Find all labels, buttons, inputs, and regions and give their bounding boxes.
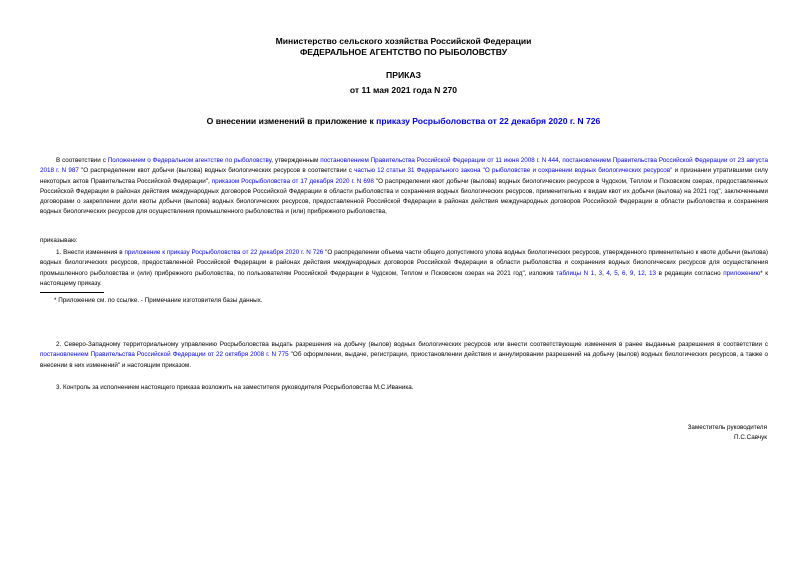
item1-text-10: в редакции согласно: [656, 269, 724, 277]
ministry-title: Министерство сельского хозяйства Российской Федерации: [275, 36, 532, 46]
document-type: ПРИКАЗ: [386, 70, 421, 80]
preamble-text-4: "О распределении квот добычи (вылова) водных биологических ресурсов в соответствии с: [78, 167, 355, 175]
item1-text-1: 1. Внести изменения в: [56, 249, 125, 256]
item2-text-1: 2. Северо-Западному территориальному управлению Росрыболовства выдать разрешения на добычу (вылов) водных биологических ресурсов или внести соответствующие изменения в ранее выданные разрешения в соответствии с: [56, 341, 768, 348]
preamble-text-1: В соответствии с: [56, 157, 108, 164]
item1-link-annex[interactable]: приложению: [723, 269, 761, 277]
item1-text-2: "О распределении объема части общего допустимого улова водных биологических ресурсов, утвержденного применительно к квоте добычи (вылова) водных биологических ресурсов, предоставленной Российской Федерации в районах действия международных договоров Российской Федерации в области рыболовства и сохранения водных биологических ресурсов для осуществления промышленного рыболовства и (или) прибрежного рыболовства, по пользователям Российской Федерации в Чудском, Теплом и Псковском озерах на 2021 год", изложив: [40, 249, 769, 277]
item1-link-table-5[interactable]: 5: [614, 269, 618, 277]
item1-text-4: ,: [602, 269, 607, 277]
item1-text-6: ,: [617, 269, 623, 277]
item1-text-8: ,: [633, 269, 638, 277]
item2-text-2: "Об оформлении, выдаче, регистрации, приостановлении действия и аннулировании разрешений на добычу (вылов) водных биологических ресурсов, а также о внесении в них изменений" и настоящим приказом.: [40, 351, 768, 369]
item1-link-table-1[interactable]: таблицы N 1: [556, 269, 595, 277]
item1-link-table-3[interactable]: 3: [598, 269, 603, 277]
preamble-link-order-698[interactable]: приказом Росрыболовства от 17 декабря 2020 г. N 698: [211, 177, 374, 185]
preamble-text-5: и признании утратившими силу некоторых актов Правительства Российской Федерации",: [40, 167, 768, 185]
preamble-link-decree-987[interactable]: постановлением Правительства Российской Федерации от 23 августа 2018 г. N 987: [40, 157, 768, 175]
preamble-link-regulation[interactable]: Положением о Федеральном агентстве по рыболовству: [107, 157, 272, 164]
order-word: приказываю:: [40, 237, 78, 244]
item1-link-table-12[interactable]: 12: [637, 269, 645, 277]
preamble-paragraph: [40, 156, 768, 218]
preamble-text-3: ,: [558, 157, 563, 164]
footnote: * Приложение см. по ссылке. - Примечание изготовителя базы данных.: [54, 297, 263, 304]
preamble-link-law[interactable]: частью 12 статьи 31 Федерального закона "О рыболовстве и сохранении водных биологических ресурсов": [354, 167, 673, 175]
document-date-number: от 11 мая 2021 года N 270: [349, 85, 458, 95]
item1-link-table-9[interactable]: 9: [629, 269, 634, 277]
preamble-text-6: "О распределении квот добычи (вылова) водных биологических ресурсов в Чудском, Теплом и Псковском озерах, предоставленных Российской Федерации в районах действия международных договоров Российской Федерации в области рыболовства и сохранения водных биологических ресурсов, применительно к видам квот их добычи (вылова) на 2021 год", заключенными договорами о закреплении доли квоты добычи (вылова) водных биологических ресурсов, предоставленной Российской Федерации в районах действия международных договоров Российской Федерации в области рыболовства и сохранения водных биологических ресурсов для осуществления промышленного рыболовства и (или) прибрежного рыболовства,: [40, 177, 768, 216]
subject-link[interactable]: приказу Росрыболовства от 22 декабря 2020 г. N 726: [376, 116, 601, 126]
preamble-text-2: , утвержденным: [271, 157, 321, 164]
item-2-paragraph: [40, 340, 768, 371]
preamble-link-decree-444[interactable]: постановлением Правительства Российской Федерации от 11 июня 2008 г. N 444: [320, 157, 559, 164]
item1-link-table-13[interactable]: 13: [649, 269, 657, 277]
item1-link-appendix[interactable]: приложение к приказу Росрыболовства от 22 декабря 2020 г. N 726: [124, 249, 324, 256]
signature-name: П.С.Савчук: [734, 434, 767, 441]
agency-title: ФЕДЕРАЛЬНОЕ АГЕНТСТВО ПО РЫБОЛОВСТВУ: [299, 47, 508, 57]
item1-text-3: ,: [594, 269, 599, 277]
item1-text-5: ,: [609, 269, 615, 277]
item1-text-11: * к настоящему приказу.: [40, 269, 769, 287]
signature-position: Заместитель руководителя: [687, 424, 767, 431]
item1-link-table-4[interactable]: 4: [606, 269, 610, 277]
item1-text-7: ,: [625, 269, 630, 277]
item2-link-decree-775[interactable]: постановлением Правительства Российской Федерации от 22 октября 2008 г. N 775: [40, 351, 289, 359]
footnote-divider: [40, 292, 104, 293]
item1-text-9: ,: [644, 269, 650, 277]
item-3-paragraph: 3. Контроль за исполнением настоящего приказа возложить на заместителя руководителя Росрыболовства М.С.Иваника.: [56, 384, 414, 391]
document-subject: [0, 116, 807, 126]
subject-text: О внесении изменений в приложение к: [206, 116, 377, 126]
item1-link-table-6[interactable]: 6: [622, 269, 626, 277]
item-1-paragraph: [40, 248, 768, 289]
